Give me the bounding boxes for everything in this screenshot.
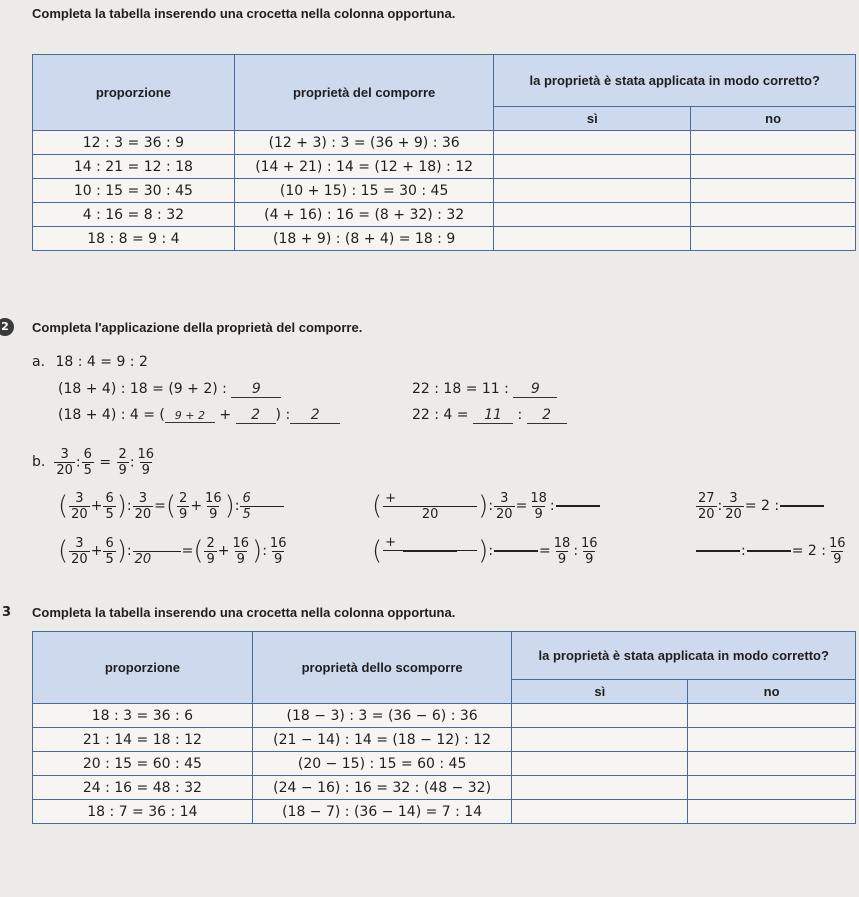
table-row	[33, 227, 856, 251]
table-row	[33, 155, 856, 179]
exercise-2-number: 2	[0, 318, 14, 336]
exercise-2-title: Completa l'applicazione della proprietà del comporre.	[32, 320, 363, 335]
header-proprieta: proprietà dello scomporre	[252, 632, 512, 704]
cell-si[interactable]	[494, 227, 691, 251]
cell-proporzione: 18 : 8 = 9 : 4	[33, 227, 235, 251]
cell-proporzione: 18 : 3 = 36 : 6	[33, 704, 253, 728]
cell-no[interactable]	[688, 704, 856, 728]
cell-si[interactable]	[512, 752, 688, 776]
header-applicata: la proprietà è stata applicata in modo corretto?	[494, 55, 856, 107]
b-line2-middle: ( + ) : = $\frac{18}{9}$ : $\frac{16}{9}$	[372, 535, 598, 567]
b-line1-right: $\frac{27}{20}$ : $\frac{3}{20}$ = 2 :	[695, 486, 825, 526]
b-line1-middle: ( $\frac{+}{20}$ ) : $\frac{3}{20}$ = $\frac{18}{9}$ :	[372, 486, 601, 526]
cell-proprieta: (14 + 21) : 14 = (12 + 18) : 12	[234, 155, 494, 179]
cell-proporzione: 12 : 3 = 36 : 9	[33, 131, 235, 155]
table-row	[33, 752, 856, 776]
cell-proporzione: 14 : 21 = 12 : 18	[33, 155, 235, 179]
cell-si[interactable]	[494, 155, 691, 179]
header-si: sì	[494, 107, 691, 131]
cell-proporzione: 18 : 7 = 36 : 14	[33, 800, 253, 824]
part-b-label: b.	[32, 454, 46, 470]
cell-no[interactable]	[688, 728, 856, 752]
exercise-3-table	[32, 631, 856, 824]
cell-si[interactable]	[494, 131, 691, 155]
cell-proprieta: (21 − 14) : 14 = (18 − 12) : 12	[252, 728, 512, 752]
a-line2-close: ) :	[275, 407, 291, 423]
a-line2-plus: +	[219, 407, 232, 423]
b-line1-right-blank[interactable]	[780, 491, 824, 521]
b-line2-middle-blank[interactable]	[494, 536, 538, 566]
table-row	[33, 704, 856, 728]
cell-no[interactable]	[691, 131, 856, 155]
cell-no[interactable]	[688, 752, 856, 776]
table-row	[33, 800, 856, 824]
header-proporzione: proporzione	[33, 55, 235, 131]
a-line1-right: 22 : 18 = 11 :	[412, 381, 509, 397]
cell-proprieta: (18 − 3) : 3 = (36 − 6) : 36	[252, 704, 512, 728]
cell-no[interactable]	[691, 227, 856, 251]
exercise-1-title: Completa la tabella inserendo una crocetta nella colonna opportuna.	[32, 6, 456, 21]
cell-proporzione: 24 : 16 = 48 : 32	[33, 776, 253, 800]
a-line2-answer-1[interactable]: 9 + 2	[165, 409, 215, 423]
cell-si[interactable]	[512, 800, 688, 824]
b-line2-right: : = 2 : $\frac{16}{9}$	[695, 531, 849, 571]
b-line2-right-blank-2[interactable]	[747, 536, 791, 566]
cell-si[interactable]	[512, 704, 688, 728]
b-line2-answer-fraction[interactable]: 20	[133, 537, 181, 566]
a-line1-left-answer[interactable]: 9	[231, 381, 281, 398]
b-line2-right-blank-1[interactable]	[696, 536, 740, 566]
a-line1-right-answer[interactable]: 9	[513, 381, 557, 398]
cell-no[interactable]	[691, 155, 856, 179]
table-row	[33, 179, 856, 203]
a-line2-right-colon: :	[517, 407, 523, 423]
table-row	[33, 131, 856, 155]
cell-no[interactable]	[691, 179, 856, 203]
header-si: sì	[512, 680, 688, 704]
cell-proporzione: 4 : 16 = 8 : 32	[33, 203, 235, 227]
b-line1-middle-blank[interactable]	[556, 491, 600, 521]
a-line2-right: 22 : 4 =	[412, 407, 469, 423]
part-b-proportion: $\frac{3}{20}$ : $\frac{6}{5}$ = $\frac{2}{9}$ : $\frac{16}{9}$	[56, 446, 155, 478]
a-line2-left-pre: (18 + 4) : 4 = (	[58, 407, 165, 423]
cell-no[interactable]	[688, 776, 856, 800]
cell-no[interactable]	[691, 203, 856, 227]
exercise-3-title: Completa la tabella inserendo una crocetta nella colonna opportuna.	[32, 605, 456, 620]
cell-si[interactable]	[494, 179, 691, 203]
cell-proprieta: (12 + 3) : 3 = (36 + 9) : 36	[234, 131, 494, 155]
header-applicata: la proprietà è stata applicata in modo corretto?	[512, 632, 856, 680]
a-line2-answer-2[interactable]: 2	[236, 407, 276, 424]
header-no: no	[688, 680, 856, 704]
cell-proprieta: (18 − 7) : (36 − 14) = 7 : 14	[252, 800, 512, 824]
cell-proporzione: 20 : 15 = 60 : 45	[33, 752, 253, 776]
cell-proprieta: (20 − 15) : 15 = 60 : 45	[252, 752, 512, 776]
table-row	[33, 728, 856, 752]
table-row	[33, 203, 856, 227]
cell-no[interactable]	[688, 800, 856, 824]
b-line1-answer-fraction[interactable]: $\frac{6}{5}$	[240, 492, 284, 521]
a-line1-left: (18 + 4) : 18 = (9 + 2) :	[58, 381, 227, 397]
a-line2-answer-3[interactable]: 2	[290, 407, 340, 424]
cell-proprieta: (24 − 16) : 16 = 32 : (48 − 32)	[252, 776, 512, 800]
part-a-label: a.	[32, 354, 46, 370]
cell-si[interactable]	[512, 776, 688, 800]
b-line1-left: ( $\frac{3}{20}$ + $\frac{6}{5}$ ) : $\frac{3}{20}$ = ( $\frac{2}{9}$ + $\frac{16}{9}$ ) : $\frac{6}{5}$	[58, 486, 285, 526]
header-proporzione: proporzione	[33, 632, 253, 704]
part-a-proportion: 18 : 4 = 9 : 2	[55, 354, 148, 370]
b-line2-left: ( $\frac{3}{20}$ + $\frac{6}{5}$ ) : 20 = ( $\frac{2}{9}$ + $\frac{16}{9}$ ) : $\frac{16}{9}$	[58, 535, 287, 567]
a-line2-right-answer-2[interactable]: 2	[527, 407, 567, 424]
cell-proporzione: 10 : 15 = 30 : 45	[33, 179, 235, 203]
cell-proprieta: (4 + 16) : 16 = (8 + 32) : 32	[234, 203, 494, 227]
header-no: no	[691, 107, 856, 131]
cell-si[interactable]	[494, 203, 691, 227]
header-proprieta: proprietà del comporre	[234, 55, 494, 131]
cell-proprieta: (10 + 15) : 15 = 30 : 45	[234, 179, 494, 203]
cell-proporzione: 21 : 14 = 18 : 12	[33, 728, 253, 752]
table-row	[33, 776, 856, 800]
exercise-3-number: 3	[2, 605, 12, 620]
a-line2-right-answer-1[interactable]: 11	[473, 407, 513, 424]
exercise-1-table	[32, 54, 856, 251]
cell-proprieta: (18 + 9) : (8 + 4) = 18 : 9	[234, 227, 494, 251]
cell-si[interactable]	[512, 728, 688, 752]
